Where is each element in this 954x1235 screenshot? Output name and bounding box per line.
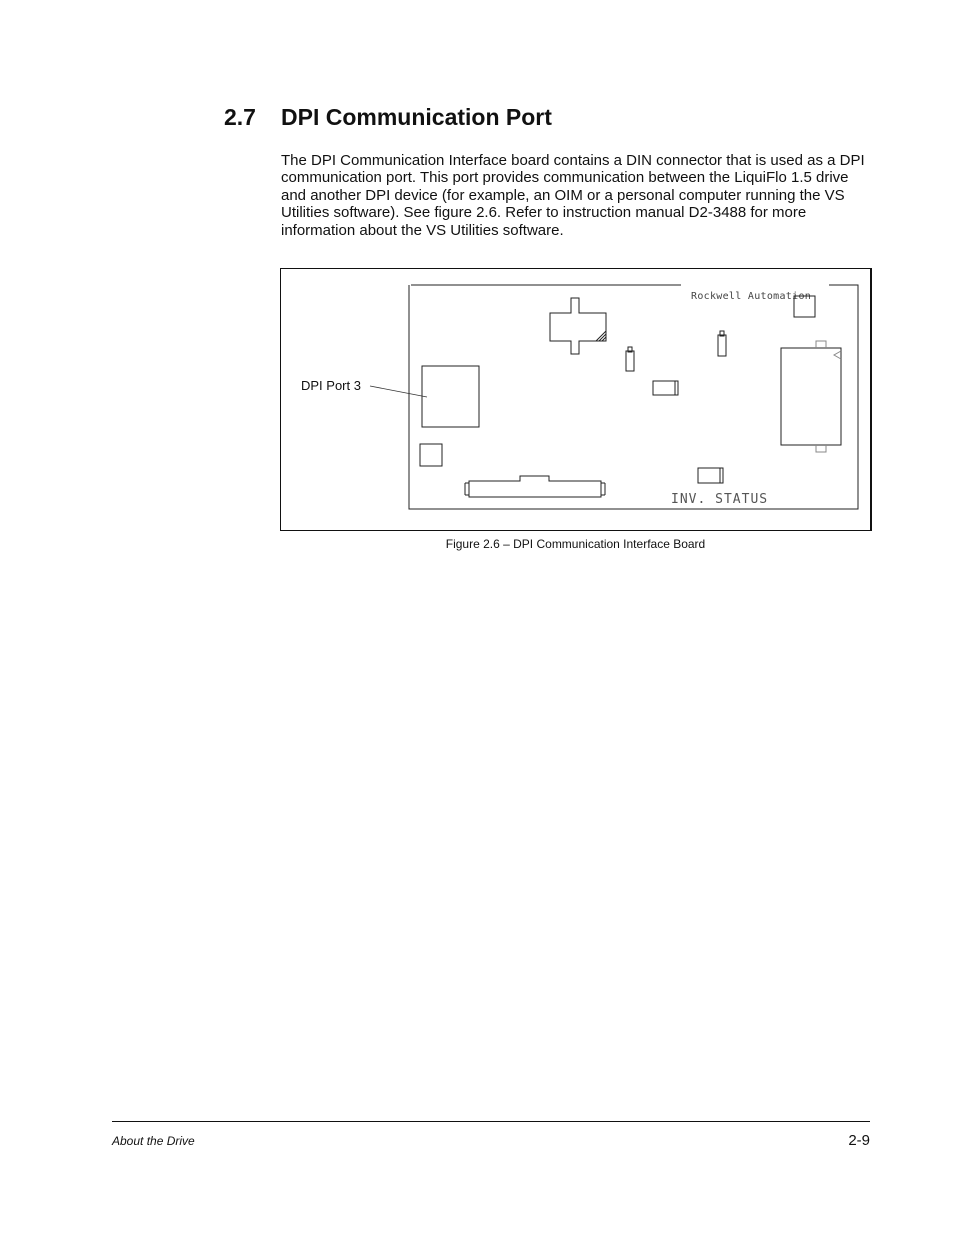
board-marking-text: INV. STATUS (671, 492, 769, 507)
board-small-square-lower (420, 444, 442, 466)
footer-divider (112, 1121, 870, 1122)
footer-section-name: About the Drive (112, 1134, 195, 1148)
board-tall-component (781, 348, 841, 445)
board-outline (409, 285, 858, 509)
board-long-connector (469, 476, 601, 497)
board-chip-b (718, 335, 726, 356)
figure-caption: Figure 2.6 – DPI Communication Interface Board (445, 537, 706, 551)
dpi-port-3 (422, 366, 479, 427)
board-chip-c (653, 381, 678, 395)
section-number: 2.7 (224, 104, 256, 130)
board-cross-component (550, 298, 606, 354)
callout-leader-line (370, 386, 427, 397)
board-chip-a (626, 351, 634, 371)
body-paragraph: The DPI Communication Interface board contains a DIN connector that is used as a DPI communication port. This port provides communication between the LiquiFlo 1.5 drive and another DPI device (for example, an OIM or a personal computer running the VS Utilities software). See figure 2.6. Refer to instruction manual D2-3488 for more information about the VS Utilities software. (281, 152, 865, 239)
board-brand-text: Rockwell Automation (691, 291, 812, 302)
dpi-port-callout-label: DPI Port 3 (301, 378, 361, 393)
board-status-led (698, 468, 723, 483)
page-number: 2-9 (848, 1132, 870, 1149)
figure-2-6 (280, 268, 872, 531)
section-heading (224, 104, 552, 131)
section-title: DPI Communication Port (281, 104, 552, 130)
board-diagram (281, 269, 870, 530)
